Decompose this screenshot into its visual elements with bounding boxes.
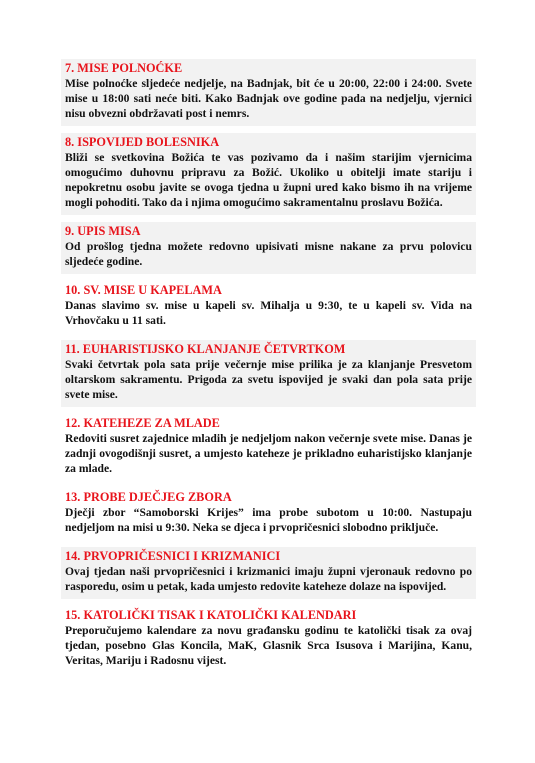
section-text: Od prošlog tjedna možete redovno upisivati misne nakane za prvu polovicu sljedeće godine. xyxy=(65,240,472,268)
section-text: Bliži se svetkovina Božića te vas pozivamo da i našim starijim vjernicima omogućimo duhovnu pripravu za Božić. Ukoliko u obitelji imate stariju i nepokretnu osobu javite se ovoga tjedna u župni ured kako bismo ih na vrijeme mogli pohoditi. Tako da i njima omogućimo sakramentalnu proslavu Božića. xyxy=(65,151,472,209)
section-text: Redoviti susret zajednice mladih je nedjeljom nakon večernje svete mise. Danas je zadnji ovogodišnji susret, a umjesto kateheze je prikladno euharistijsko klanjanje za mlade. xyxy=(65,432,472,475)
section-text: Dječji zbor “Samoborski Krijes” ima probe subotom u 10:00. Nastupaju nedjeljom na misi u 9:30. Neka se djeca i prvopričesnici slobodno priključe. xyxy=(65,506,472,534)
section-text: Svaki četvrtak pola sata prije večernje mise prilika je za klanjanje Presvetom oltarskom sakramentu. Prigoda za svetu ispovijed je svaki dan pola sata prije svete mise. xyxy=(65,358,472,401)
section-title: 14. PRVOPRIČESNICI I KRIZMANICI xyxy=(65,549,281,563)
announcements-page xyxy=(61,59,476,680)
section-text: Ovaj tjedan naši prvopričesnici i krizmanici imaju župni vjeronauk redovno po rasporedu, osim u petak, kada umjesto redovite kateheze dolaze na ispovijed. xyxy=(65,565,472,593)
section-chapel-masses xyxy=(61,281,476,333)
section-title: 12. KATEHEZE ZA MLADE xyxy=(65,416,220,430)
section-title: 10. SV. MISE U KAPELAMA xyxy=(65,283,222,297)
section-title: 9. UPIS MISA xyxy=(65,224,141,238)
section-midnight-mass xyxy=(61,59,476,126)
section-title: 8. ISPOVIJED BOLESNIKA xyxy=(65,135,220,149)
section-children-choir xyxy=(61,488,476,540)
section-text: Mise polnoćke sljedeće nedjelje, na Badnjak, bit će u 20:00, 22:00 i 24:00. Svete mise u 18:00 sati neće biti. Kako Badnjak ove godine pada na nedjelju, vjernici nisu obvezni obdržavati post i nemrs. xyxy=(65,77,472,120)
section-title: 15. KATOLIČKI TISAK I KATOLIČKI KALENDARI xyxy=(65,608,357,622)
section-title: 7. MISE POLNOĆKE xyxy=(65,61,183,75)
section-title: 13. PROBE DJEČJEG ZBORA xyxy=(65,490,232,504)
section-title: 11. EUHARISTIJSKO KLANJANJE ČETVRTKOM xyxy=(65,342,346,356)
section-text: Preporučujemo kalendare za novu građansku godinu te katolički tisak za ovaj tjedan, posebno Glas Koncila, MaK, Glasnik Srca Isusova i Marijina, Kanu, Veritas, Mariju i Radosnu vijest. xyxy=(65,624,472,667)
section-youth-catechesis xyxy=(61,414,476,481)
section-catholic-press xyxy=(61,606,476,673)
section-adoration xyxy=(61,340,476,407)
section-confession-sick xyxy=(61,133,476,215)
section-first-communion-confirmation xyxy=(61,547,476,599)
section-text: Danas slavimo sv. mise u kapeli sv. Mihalja u 9:30, te u kapeli sv. Vida na Vrhovčaku u 11 sati. xyxy=(65,299,472,327)
section-mass-registration xyxy=(61,222,476,274)
